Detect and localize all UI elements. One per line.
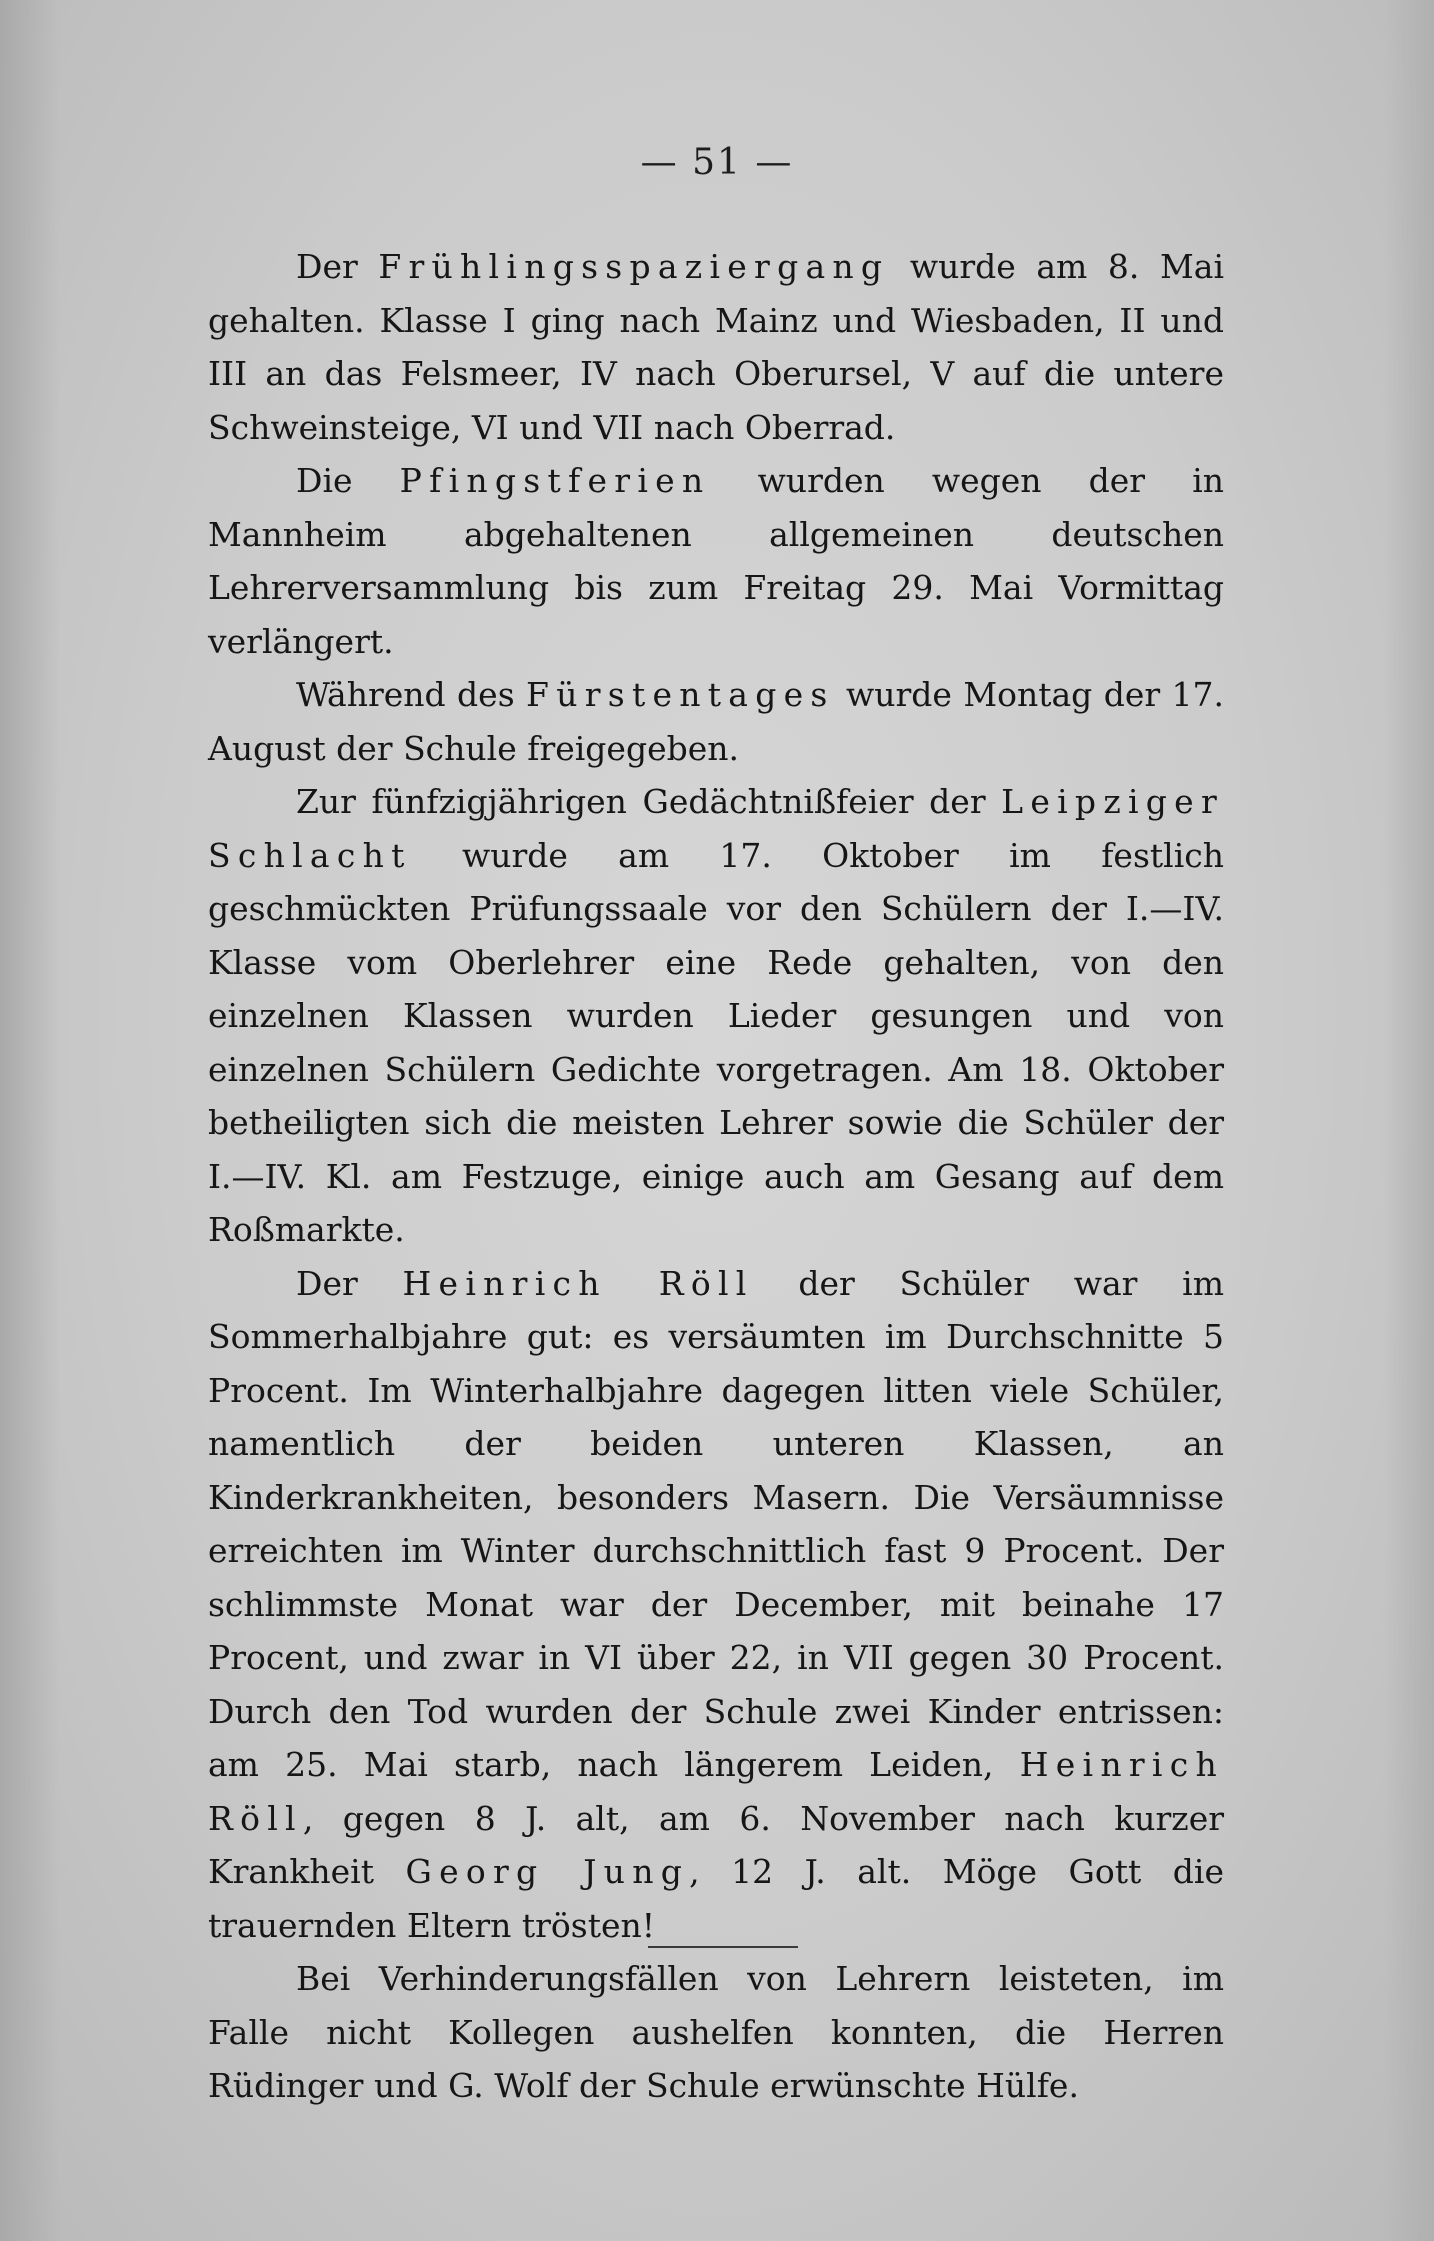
emphasized-term: Frühlingsspaziergang	[378, 247, 890, 286]
text-run: wurden wegen der in Mannheim abgehaltenen allgemeinen deutschen Lehrerversammlung bis zum Freitag 29. Mai Vormittag verlängert.	[208, 461, 1225, 661]
text-run: Der	[296, 247, 379, 286]
emphasized-term: Pfingstferien	[399, 461, 711, 500]
paragraph-substitute-teachers	[208, 1952, 1224, 2113]
emphasized-term: Fürstentages	[526, 675, 835, 714]
paragraph-princes-day	[208, 668, 1224, 775]
emphasized-name-georg-jung: Georg Jung	[405, 1852, 690, 1891]
page-number: — 51 —	[640, 142, 794, 183]
paragraph-spring-walk	[208, 240, 1224, 454]
closing-rule	[648, 1946, 798, 1948]
text-run: wurde am 17. Oktober im festlich geschmückten Prüfungssaale vor den Schülern der I.—IV. Klasse vom Oberlehrer eine Rede gehalten, von den einzelnen Klassen wurden Lieder gesungen und von einzelnen Schülern Gedichte vorgetragen. Am 18. Oktober betheiligten sich die meisten Lehrer sowie die Schüler der I.—IV. Kl. am Festzuge, einige auch am Gesang auf dem Roßmarkte.	[208, 835, 1224, 1249]
text-run: Bei Verhinderungsfällen von Lehrern leisteten, im Falle nicht Kollegen aushelfen konnten, die Herren Rüdinger und G. Wolf der Schule erwünschte Hülfe.	[208, 1959, 1224, 2105]
emphasized-name-heinrich-roell: Heinrich Röll	[208, 1745, 1224, 1838]
text-run: Während des	[296, 675, 527, 714]
text-run: , gegen 8 J. alt, am 6. November nach kurzer Krankheit	[208, 1798, 1224, 1891]
text-run: der Schüler war im Sommerhalbjahre gut: es versäumten im Durchschnitte 5 Procent. Im Winterhalbjahre dagegen litten viele Schüler, namentlich der beiden unteren Klassen, an Kinderkrankheiten, besonders Masern. Die Versäumnisse erreichten im Winter durchschnittlich fast 9 Procent. Der schlimmste Monat war der December, mit beinahe 17 Procent, und zwar in VI über 22, in VII gegen 30 Procent. Durch den Tod wurden der Schule zwei Kinder entrissen: am 25. Mai starb, nach längerem Leiden,	[208, 1263, 1224, 1784]
emphasized-term: Leipziger Schlacht	[208, 782, 1224, 875]
paragraph-health-status	[208, 1257, 1224, 1953]
text-run: Zur fünfzigjährigen Gedächtnißfeier der	[296, 782, 1002, 821]
text-run: wurde am 8. Mai gehalten. Klasse I ging nach Mainz und Wiesbaden, II und III an das Felsmeer, IV nach Oberursel, V auf die untere Schweinsteige, VI und VII nach Oberrad.	[208, 247, 1224, 447]
text-run: Der	[296, 1263, 403, 1303]
body-text	[208, 240, 1224, 2113]
page-shadow-right	[1384, 0, 1434, 2241]
paragraph-leipzig-commemoration	[208, 775, 1224, 1257]
emphasized-term: Heinrich Röll	[402, 1263, 754, 1303]
text-run: wurde Montag der 17. August der Schule freigegeben.	[208, 675, 1224, 768]
paragraph-pentecost-holidays	[208, 454, 1224, 668]
text-run: , 12 J. alt. Möge Gott die trauernden Eltern trösten!	[208, 1852, 1225, 1945]
text-run: Die	[296, 461, 400, 500]
page-shadow-left	[0, 0, 60, 2241]
